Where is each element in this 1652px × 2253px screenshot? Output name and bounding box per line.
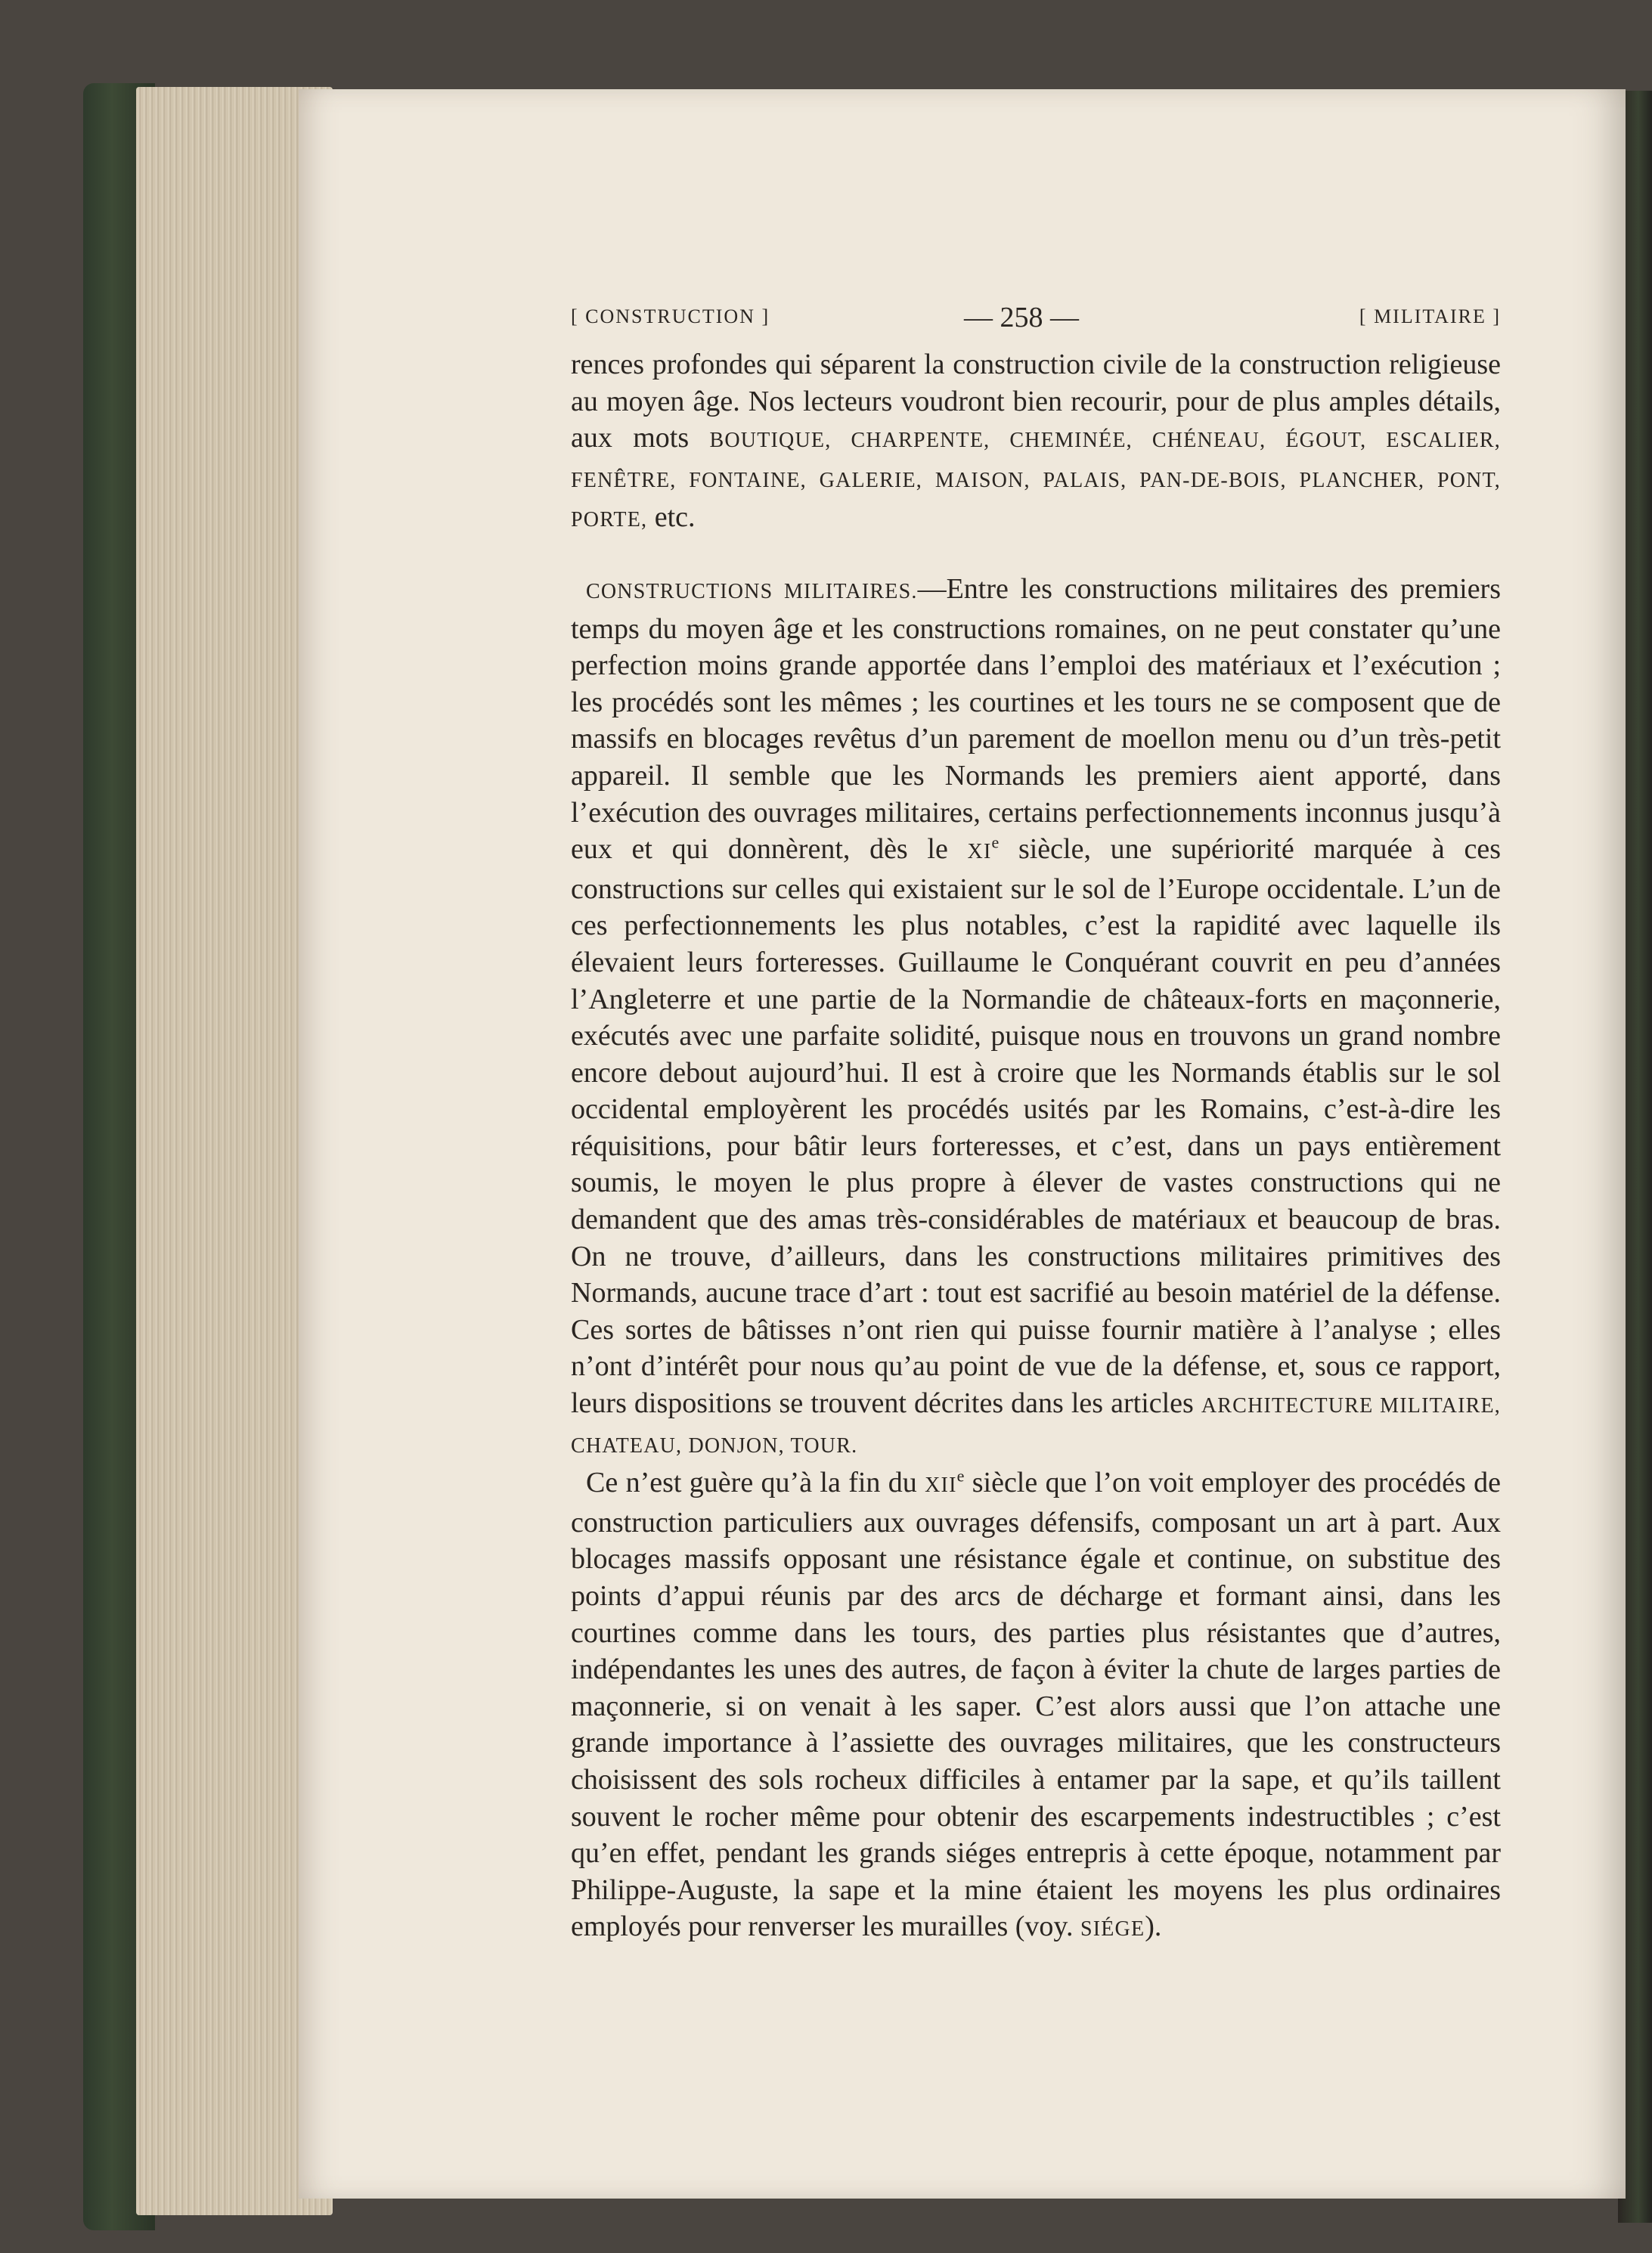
p2-text-a: —Entre les constructions militaires des premiers temps du moyen âge et les constructions romaines, on ne peut constater qu’une perfection moins grande apportée dans l’emploi des matériaux et l’exécution ; les procédés sont les mêmes ; les courtines et les tours ne se composent que de massifs en blocages revêtus d’un parement de moellon menu ou d’un très-petit appareil. Il semble que les Normands les premiers aient apporté, dans l’exécution des ouvrages militaires, certains perfectionnements inconnus jusqu’à eux et qui donnèrent, dès le: [571, 572, 1501, 866]
entry-heading: CONSTRUCTIONS MILITAIRES.: [586, 579, 918, 603]
running-head: [571, 301, 1501, 340]
p2-century-sup: e: [991, 832, 1000, 852]
p2-cross-references: ARCHITECTURE MILITAIRE, CHATEAU, DONJON, TOUR.: [571, 1394, 1501, 1458]
p2-text-b: siècle, une supériorité marquée à ces constructions sur celles qui existaient sur le sol de l’Europe occidentale. L’un de ces perfectionnements les plus notables, c’est la rapidité avec laquelle ils élevaient leurs forteresses. Guillaume le Conquérant couvrit en peu d’années l’Angleterre et une partie de la Normandie de châteaux-forts en maçonnerie, exécutés avec une parfaite solidité, puisque nous en trouvons un grand nombre encore debout aujourd’hui. Il est à croire que les Normands établis sur le sol occidental employèrent les procédés usités par les Romains, c’est-à-dire les réquisitions, pour bâtir leurs forteresses, et c’est, dans un pays entièrement soumis, le moyen le plus propre à élever de vastes constructions qui ne demandent que des amas très-considérables de matériaux et beaucoup de bras. On ne trouve, d’ailleurs, dans les constructions militaires primitives des Normands, aucune trace d’art : tout est sacrifié au besoin matériel de la défense. Ces sortes de bâtisses n’ont rien qui puisse fournir matière à l’analyse ; elles n’ont d’intérêt pour nous qu’au point de vue de la défense, et, sous ce rapport, leurs dispositions se trouvent décrites dans les articles: [571, 833, 1501, 1420]
page-number: — 258 —: [964, 302, 1079, 333]
p1-cross-references: BOUTIQUE, CHARPENTE, CHEMINÉE, CHÉNEAU, ÉGOUT, ESCALIER, FENÊTRE, FONTAINE, GALERIE, MAISON, PALAIS, PAN-DE-BOIS, PLANCHER, PONT, PORTE,: [571, 429, 1501, 532]
p3-text-b: siècle que l’on voit employer des procédés de construction particuliers aux ouvrages défensifs, composant un art à part. Aux blocages massifs opposant une résistance égale et continue, on substitue des points d’appui réunis par des arcs de décharge et formant ainsi, dans les courtines comme dans les tours, des parties plus résistantes que d’autres, indépendantes les unes des autres, de façon à éviter la chute de larges parties de maçonnerie, si on venait à les saper. C’est alors aussi que l’on attache une grande importance à l’assiette des ouvrages militaires, que les constructeurs choisissent des sols rocheux difficiles à entamer par la sape, et qu’ils taillent souvent le rocher même pour obtenir des escarpements indestructibles ; c’est qu’en effet, pendant les grands siéges entrepris à cette époque, notamment par Philippe-Auguste, la sape et la mine étaient les moyens les plus ordinaires employés pour renverser les murailles (voy.: [571, 1467, 1501, 1943]
p3-end: ).: [1145, 1911, 1162, 1943]
p3-cross-reference: SIÉGE: [1080, 1917, 1145, 1942]
p3-century-sup: e: [956, 1466, 965, 1486]
p2-century: XI: [967, 840, 992, 864]
p1-text: rences profondes qui séparent la construction civile de la construction religieuse au moyen âge. Nos lecteurs voudront bien recourir, pour de plus amples détails, aux mots: [571, 349, 1501, 454]
p3-text-a: Ce n’est guère qu’à la fin du: [586, 1467, 925, 1499]
paragraph-1: [571, 346, 1501, 539]
paragraph-3: [571, 1464, 1501, 1948]
running-head-left: [ CONSTRUCTION ]: [571, 305, 770, 327]
body-text: [571, 346, 1501, 1948]
p1-end: etc.: [647, 501, 696, 534]
p3-century: XII: [925, 1474, 957, 1498]
running-head-right: [ MILITAIRE ]: [1359, 305, 1501, 327]
paragraph-2: [571, 571, 1501, 1464]
